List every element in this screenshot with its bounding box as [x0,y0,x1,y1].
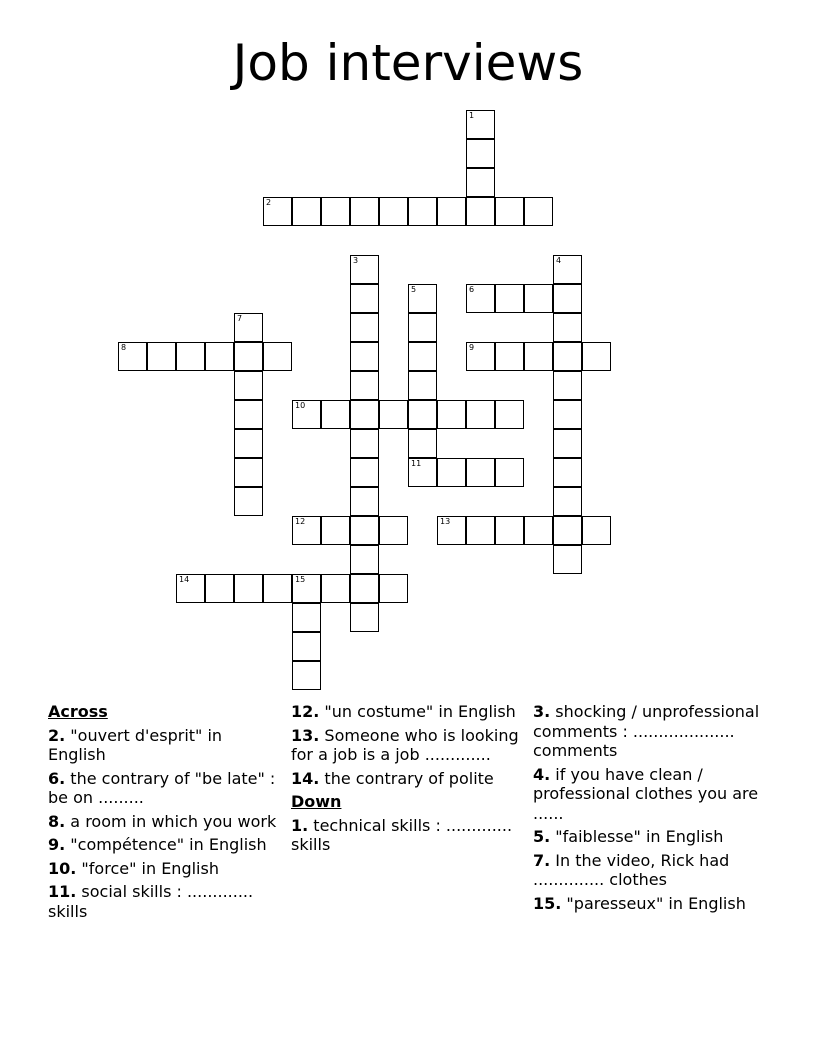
grid-cell[interactable] [408,313,437,342]
grid-cell[interactable] [292,400,321,429]
grid-cell[interactable] [176,342,205,371]
grid-cell[interactable] [495,342,524,371]
grid-cell[interactable] [495,284,524,313]
clue-number: 15 [295,575,306,584]
clue-number-label: 3. [533,702,551,721]
grid-cell[interactable] [321,574,350,603]
clue-number: 2 [266,198,272,207]
clue-number-label: 14. [291,768,320,788]
clue-number-label: 1. [291,815,309,835]
grid-cell[interactable] [263,197,292,226]
clues-heading: Across [48,702,108,721]
clue-number-label: 12. [291,702,320,721]
grid-cell[interactable] [466,342,495,371]
grid-cell[interactable] [553,487,582,516]
grid-cell[interactable] [234,458,263,487]
clue-number: 14 [179,575,190,584]
grid-cell[interactable] [234,574,263,603]
clue [533,702,763,761]
grid-cell[interactable] [466,168,495,197]
grid-cell[interactable] [350,342,379,371]
grid-cell[interactable] [495,516,524,545]
grid-cell[interactable] [292,661,321,690]
clue-text: if you have clean / professional clothes you are ...... [533,764,759,823]
grid-cell[interactable] [379,574,408,603]
grid-cell[interactable] [553,545,582,574]
grid-cell[interactable] [292,603,321,632]
grid-cell[interactable] [524,284,553,313]
grid-cell[interactable] [466,197,495,226]
grid-cell[interactable] [379,197,408,226]
clue-number: 8 [121,343,127,352]
grid-cell[interactable] [524,516,553,545]
clue-text: "paresseux" in English [561,893,746,913]
grid-cell[interactable] [553,255,582,284]
clue [533,851,763,890]
grid-cell[interactable] [234,371,263,400]
grid-cell[interactable] [408,197,437,226]
clue-number: 4 [556,256,562,265]
grid-cell[interactable] [350,545,379,574]
clue-text: the contrary of polite [319,768,494,788]
grid-cell[interactable] [553,371,582,400]
grid-cell[interactable] [408,342,437,371]
grid-cell[interactable] [263,574,292,603]
clue-number-label: 6. [48,768,66,788]
grid-cell[interactable] [437,516,466,545]
grid-cell[interactable] [350,400,379,429]
grid-cell[interactable] [553,313,582,342]
clue [291,702,521,722]
grid-cell[interactable] [553,284,582,313]
clue-text: "un costume" in English [319,702,516,721]
clue [48,726,278,765]
puzzle-title: Job interviews [232,34,584,92]
grid-cell[interactable] [408,284,437,313]
clue [533,894,763,914]
grid-cell[interactable] [350,487,379,516]
clue [48,769,278,808]
clue-text: shocking / unprofessional comments : .................... comments [533,702,760,760]
clue-number-label: 2. [48,725,66,745]
grid-cell[interactable] [582,516,611,545]
clue-number: 6 [469,285,475,294]
grid-cell[interactable] [379,400,408,429]
grid-cell[interactable] [408,400,437,429]
grid-cell[interactable] [466,400,495,429]
grid-cell[interactable] [437,400,466,429]
grid-cell[interactable] [234,313,263,342]
clue-number: 3 [353,256,359,265]
clue-number: 11 [411,459,422,468]
clue [291,769,521,789]
clue-column-2 [291,702,521,859]
clue-number: 1 [469,111,475,120]
grid-cell[interactable] [176,574,205,603]
clue [533,765,763,824]
grid-cell[interactable] [350,458,379,487]
clue [533,827,763,847]
clue [48,835,278,855]
grid-cell[interactable] [321,516,350,545]
grid-cell[interactable] [466,284,495,313]
grid-cell[interactable] [292,197,321,226]
grid-cell[interactable] [495,400,524,429]
clue [48,882,278,921]
grid-cell[interactable] [292,516,321,545]
clue-text: "compétence" in English [65,835,267,854]
grid-cell[interactable] [553,400,582,429]
grid-cell[interactable] [350,429,379,458]
grid-cell[interactable] [495,197,524,226]
grid-cell[interactable] [234,400,263,429]
clue-number-label: 10. [48,858,77,878]
clue-text: In the video, Rick had .............. clothes [533,850,730,889]
clue-number-label: 8. [48,811,66,831]
grid-cell[interactable] [263,342,292,371]
clue [291,816,521,855]
grid-cell[interactable] [408,429,437,458]
grid-cell[interactable] [437,458,466,487]
clue [48,812,278,832]
clue-number: 10 [295,401,306,410]
grid-cell[interactable] [495,458,524,487]
clue-number-label: 7. [533,850,551,870]
grid-cell[interactable] [379,516,408,545]
grid-cell[interactable] [292,574,321,603]
clue-column-3 [533,702,763,917]
grid-cell[interactable] [553,516,582,545]
grid-cell[interactable] [553,458,582,487]
clue-text: Someone who is looking for a job is a job ............. [291,725,519,764]
clue [291,726,521,765]
clue-text: social skills : ............. skills [48,882,254,921]
grid-cell[interactable] [553,342,582,371]
grid-cell[interactable] [524,342,553,371]
clue-number-label: 13. [291,725,320,745]
grid-cell[interactable] [234,429,263,458]
grid-cell[interactable] [524,197,553,226]
grid-cell[interactable] [350,197,379,226]
grid-cell[interactable] [350,516,379,545]
clue-number-label: 9. [48,835,66,854]
clue-number-label: 15. [533,893,562,913]
grid-cell[interactable] [234,487,263,516]
grid-cell[interactable] [205,574,234,603]
grid-cell[interactable] [147,342,176,371]
clue-text: a room in which you work [65,811,277,831]
grid-cell[interactable] [350,574,379,603]
grid-cell[interactable] [321,400,350,429]
grid-cell[interactable] [350,313,379,342]
clue-text: "faiblesse" in English [550,827,724,846]
clue-number-label: 11. [48,882,77,901]
clue-number-label: 4. [533,764,551,784]
clue-number-label: 5. [533,827,551,846]
grid-cell[interactable] [350,371,379,400]
grid-cell[interactable] [205,342,234,371]
grid-cell[interactable] [466,110,495,139]
clue-number: 13 [440,517,451,526]
clue-number: 12 [295,517,306,526]
clue-number: 5 [411,285,417,294]
grid-cell[interactable] [234,342,263,371]
grid-cell[interactable] [321,197,350,226]
grid-cell[interactable] [437,197,466,226]
grid-cell[interactable] [292,632,321,661]
clue-text: "ouvert d'esprit" in English [48,725,223,764]
grid-cell[interactable] [408,458,437,487]
clue [48,859,278,879]
grid-cell[interactable] [466,516,495,545]
grid-cell[interactable] [466,458,495,487]
grid-cell[interactable] [118,342,147,371]
grid-cell[interactable] [466,139,495,168]
grid-cell[interactable] [582,342,611,371]
clues-heading: Down [291,792,342,811]
clue-number: 7 [237,314,243,323]
clue-text: "force" in English [76,858,219,878]
grid-cell[interactable] [553,429,582,458]
clue-number: 9 [469,343,475,352]
grid-cell[interactable] [408,371,437,400]
grid-cell[interactable] [350,284,379,313]
grid-cell[interactable] [350,255,379,284]
clue-column-1 [48,702,278,925]
grid-cell[interactable] [350,603,379,632]
clue-text: the contrary of "be late" : be on ......... [48,768,276,807]
clue-text: technical skills : ............. skills [291,815,513,854]
